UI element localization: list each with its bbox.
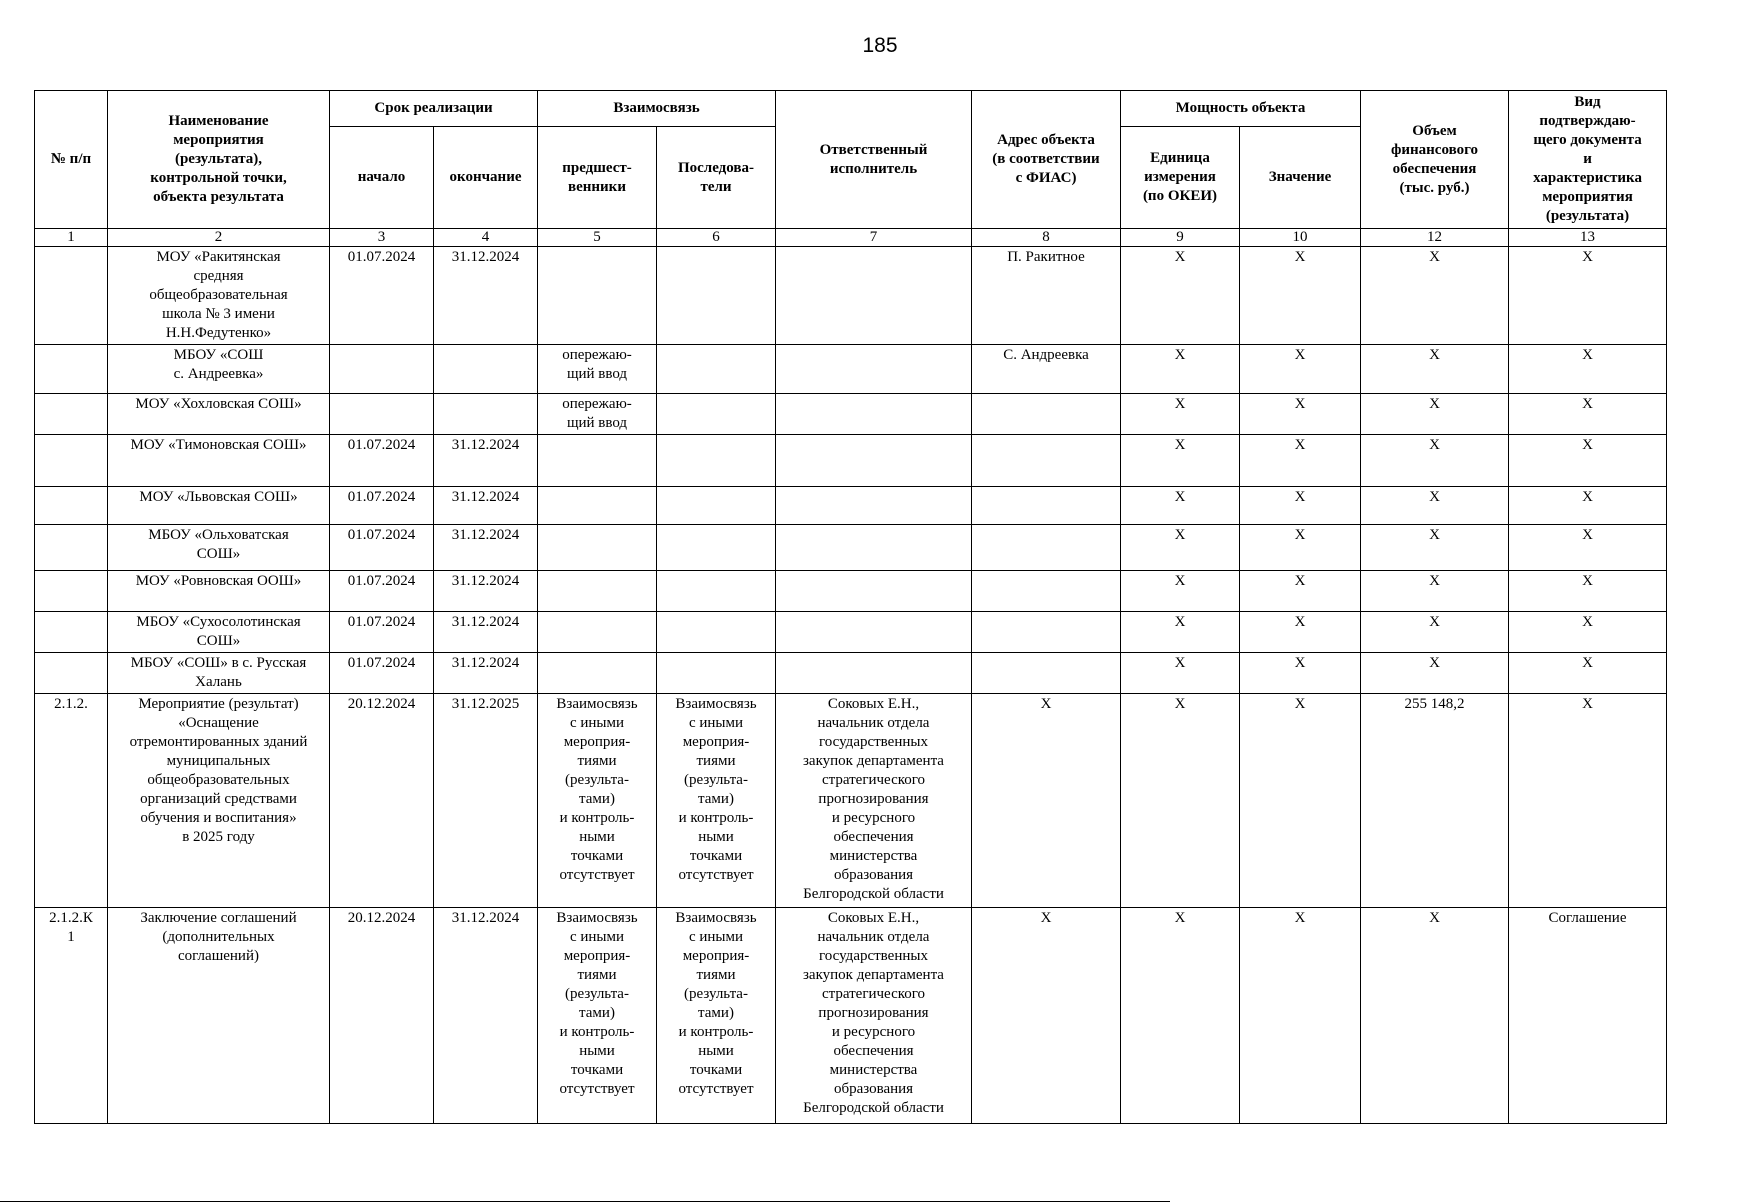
table-row xyxy=(35,612,1667,653)
cell-end: 31.12.2024 xyxy=(434,525,538,571)
header-responsible: Ответственный исполнитель xyxy=(776,91,972,229)
cell-end: 31.12.2024 xyxy=(434,435,538,487)
table-row xyxy=(35,394,1667,435)
header-value: Значение xyxy=(1240,127,1361,229)
cell-start: 01.07.2024 xyxy=(330,571,434,612)
cell-addr: С. Андреевка xyxy=(972,345,1121,394)
table-row xyxy=(35,435,1667,487)
cell-addr xyxy=(972,525,1121,571)
table-row xyxy=(35,487,1667,525)
cell-finance: X xyxy=(1361,571,1509,612)
cell-resp xyxy=(776,571,972,612)
header-finance: Объем финансового обеспечения (тыс. руб.) xyxy=(1361,91,1509,229)
cell-finance: X xyxy=(1361,394,1509,435)
cell-num: 2.1.2. xyxy=(35,694,108,908)
cell-name: МОУ «Ракитянская средняя общеобразовательная школа № 3 имени Н.Н.Федутенко» xyxy=(108,247,330,345)
cell-finance: X xyxy=(1361,435,1509,487)
cell-resp: Соковых Е.Н., начальник отдела государственных закупок департамента стратегического прогнозирования и ресурсного обеспечения министерства образования Белгородской области xyxy=(776,908,972,1124)
cell-succ xyxy=(657,525,776,571)
cell-pred xyxy=(538,435,657,487)
col-number: 1 xyxy=(35,229,108,247)
cell-pred xyxy=(538,612,657,653)
cell-unit: X xyxy=(1121,612,1240,653)
cell-unit: X xyxy=(1121,694,1240,908)
cell-succ xyxy=(657,247,776,345)
cell-start xyxy=(330,345,434,394)
cell-pred: опережаю- щий ввод xyxy=(538,394,657,435)
cell-addr xyxy=(972,612,1121,653)
cell-end: 31.12.2024 xyxy=(434,247,538,345)
header-address: Адрес объекта (в соответствии с ФИАС) xyxy=(972,91,1121,229)
cell-pred xyxy=(538,487,657,525)
cell-end: 31.12.2024 xyxy=(434,612,538,653)
cell-resp xyxy=(776,435,972,487)
col-number: 7 xyxy=(776,229,972,247)
cell-succ xyxy=(657,435,776,487)
cell-pred: Взаимосвязь с иными мероприя- тиями (результа- тами) и контроль- ными точками отсутствует xyxy=(538,694,657,908)
cell-succ xyxy=(657,653,776,694)
cell-name: МОУ «Львовская СОШ» xyxy=(108,487,330,525)
cell-num xyxy=(35,612,108,653)
col-number: 13 xyxy=(1509,229,1667,247)
cell-value: X xyxy=(1240,612,1361,653)
header-link: Взаимосвязь xyxy=(538,91,776,127)
header-successors: Последова- тели xyxy=(657,127,776,229)
cell-unit: X xyxy=(1121,345,1240,394)
cell-resp xyxy=(776,525,972,571)
cell-value: X xyxy=(1240,394,1361,435)
col-number: 9 xyxy=(1121,229,1240,247)
col-number: 3 xyxy=(330,229,434,247)
cell-value: X xyxy=(1240,435,1361,487)
cell-succ xyxy=(657,345,776,394)
cell-name: МБОУ «СОШ» в с. Русская Халань xyxy=(108,653,330,694)
cell-pred: опережаю- щий ввод xyxy=(538,345,657,394)
cell-start: 01.07.2024 xyxy=(330,487,434,525)
cell-resp xyxy=(776,487,972,525)
cell-finance: X xyxy=(1361,525,1509,571)
cell-num: 2.1.2.К 1 xyxy=(35,908,108,1124)
cell-num xyxy=(35,435,108,487)
cell-value: X xyxy=(1240,571,1361,612)
cell-resp xyxy=(776,345,972,394)
page-number: 185 xyxy=(862,34,898,57)
cell-finance: X xyxy=(1361,908,1509,1124)
cell-doc: X xyxy=(1509,435,1667,487)
cell-unit: X xyxy=(1121,525,1240,571)
cell-name: МОУ «Тимоновская СОШ» xyxy=(108,435,330,487)
header-num: № п/п xyxy=(35,91,108,229)
table-row xyxy=(35,908,1667,1124)
cell-num xyxy=(35,247,108,345)
cell-end: 31.12.2024 xyxy=(434,653,538,694)
table-row xyxy=(35,345,1667,394)
cell-doc: X xyxy=(1509,394,1667,435)
cell-succ xyxy=(657,571,776,612)
cell-doc: X xyxy=(1509,571,1667,612)
cell-finance: X xyxy=(1361,487,1509,525)
header-unit: Единица измерения (по ОКЕИ) xyxy=(1121,127,1240,229)
cell-doc: X xyxy=(1509,345,1667,394)
cell-name: МБОУ «Ольховатская СОШ» xyxy=(108,525,330,571)
cell-unit: X xyxy=(1121,571,1240,612)
cell-finance: X xyxy=(1361,345,1509,394)
cell-name: МОУ «Хохловская СОШ» xyxy=(108,394,330,435)
col-number: 5 xyxy=(538,229,657,247)
cell-unit: X xyxy=(1121,435,1240,487)
cell-start: 01.07.2024 xyxy=(330,612,434,653)
cell-start xyxy=(330,394,434,435)
cell-start: 01.07.2024 xyxy=(330,247,434,345)
cell-succ: Взаимосвязь с иными мероприя- тиями (результа- тами) и контроль- ными точками отсутствует xyxy=(657,694,776,908)
header-start: начало xyxy=(330,127,434,229)
cell-start: 20.12.2024 xyxy=(330,694,434,908)
cell-finance: X xyxy=(1361,247,1509,345)
col-number: 12 xyxy=(1361,229,1509,247)
header-end: окончание xyxy=(434,127,538,229)
cell-value: X xyxy=(1240,247,1361,345)
cell-name: Заключение соглашений (дополнительных соглашений) xyxy=(108,908,330,1124)
cell-addr xyxy=(972,487,1121,525)
header-name: Наименование мероприятия (результата), контрольной точки, объекта результата xyxy=(108,91,330,229)
cell-doc: X xyxy=(1509,487,1667,525)
cell-doc: X xyxy=(1509,653,1667,694)
col-number: 10 xyxy=(1240,229,1361,247)
table-row xyxy=(35,694,1667,908)
header-doc-type: Вид подтверждаю- щего документа и характеристика мероприятия (результата) xyxy=(1509,91,1667,229)
cell-value: X xyxy=(1240,694,1361,908)
cell-value: X xyxy=(1240,653,1361,694)
cell-name: МОУ «Ровновская ООШ» xyxy=(108,571,330,612)
cell-unit: X xyxy=(1121,908,1240,1124)
cell-addr xyxy=(972,653,1121,694)
cell-succ xyxy=(657,487,776,525)
table-row xyxy=(35,247,1667,345)
cell-finance: X xyxy=(1361,612,1509,653)
cell-name: Мероприятие (результат) «Оснащение отремонтированных зданий муниципальных общеобразовательных организаций средствами обучения и воспитания» в 2025 году xyxy=(108,694,330,908)
cell-doc: X xyxy=(1509,612,1667,653)
cell-unit: X xyxy=(1121,394,1240,435)
cell-pred xyxy=(538,525,657,571)
cell-addr xyxy=(972,394,1121,435)
cell-pred: Взаимосвязь с иными мероприя- тиями (результа- тами) и контроль- ными точками отсутствует xyxy=(538,908,657,1124)
header-capacity: Мощность объекта xyxy=(1121,91,1361,127)
cell-start: 20.12.2024 xyxy=(330,908,434,1124)
cell-num xyxy=(35,345,108,394)
cell-num xyxy=(35,487,108,525)
cell-end xyxy=(434,345,538,394)
header-period: Срок реализации xyxy=(330,91,538,127)
cell-addr xyxy=(972,435,1121,487)
col-number: 8 xyxy=(972,229,1121,247)
cell-addr xyxy=(972,571,1121,612)
cell-end xyxy=(434,394,538,435)
cell-doc: X xyxy=(1509,694,1667,908)
events-table xyxy=(34,90,1667,1124)
cell-finance: 255 148,2 xyxy=(1361,694,1509,908)
cell-start: 01.07.2024 xyxy=(330,653,434,694)
cell-value: X xyxy=(1240,487,1361,525)
cell-end: 31.12.2025 xyxy=(434,694,538,908)
cell-succ xyxy=(657,612,776,653)
cell-doc: X xyxy=(1509,247,1667,345)
cell-succ: Взаимосвязь с иными мероприя- тиями (результа- тами) и контроль- ными точками отсутствует xyxy=(657,908,776,1124)
cell-unit: X xyxy=(1121,247,1240,345)
cell-num xyxy=(35,525,108,571)
cell-unit: X xyxy=(1121,487,1240,525)
table-row xyxy=(35,525,1667,571)
cell-start: 01.07.2024 xyxy=(330,525,434,571)
cell-resp xyxy=(776,394,972,435)
cell-addr: П. Ракитное xyxy=(972,247,1121,345)
cell-finance: X xyxy=(1361,653,1509,694)
cell-pred xyxy=(538,247,657,345)
cell-addr: X xyxy=(972,908,1121,1124)
cell-succ xyxy=(657,394,776,435)
cell-num xyxy=(35,571,108,612)
cell-doc: Соглашение xyxy=(1509,908,1667,1124)
cell-resp xyxy=(776,247,972,345)
cell-name: МБОУ «Сухосолотинская СОШ» xyxy=(108,612,330,653)
header-predecessors: предшест- венники xyxy=(538,127,657,229)
cell-start: 01.07.2024 xyxy=(330,435,434,487)
cell-pred xyxy=(538,653,657,694)
table-body xyxy=(35,247,1667,1124)
cell-value: X xyxy=(1240,908,1361,1124)
cell-num xyxy=(35,394,108,435)
cell-num xyxy=(35,653,108,694)
cell-end: 31.12.2024 xyxy=(434,908,538,1124)
cell-end: 31.12.2024 xyxy=(434,487,538,525)
cell-resp xyxy=(776,653,972,694)
cell-unit: X xyxy=(1121,653,1240,694)
cell-name: МБОУ «СОШ с. Андреевка» xyxy=(108,345,330,394)
cell-resp: Соковых Е.Н., начальник отдела государственных закупок департамента стратегического прогнозирования и ресурсного обеспечения министерства образования Белгородской области xyxy=(776,694,972,908)
col-number: 2 xyxy=(108,229,330,247)
col-number: 4 xyxy=(434,229,538,247)
cell-addr: X xyxy=(972,694,1121,908)
col-number: 6 xyxy=(657,229,776,247)
cell-resp xyxy=(776,612,972,653)
cell-value: X xyxy=(1240,525,1361,571)
cell-doc: X xyxy=(1509,525,1667,571)
cell-end: 31.12.2024 xyxy=(434,571,538,612)
table-row xyxy=(35,571,1667,612)
cell-pred xyxy=(538,571,657,612)
cell-value: X xyxy=(1240,345,1361,394)
table-row xyxy=(35,653,1667,694)
